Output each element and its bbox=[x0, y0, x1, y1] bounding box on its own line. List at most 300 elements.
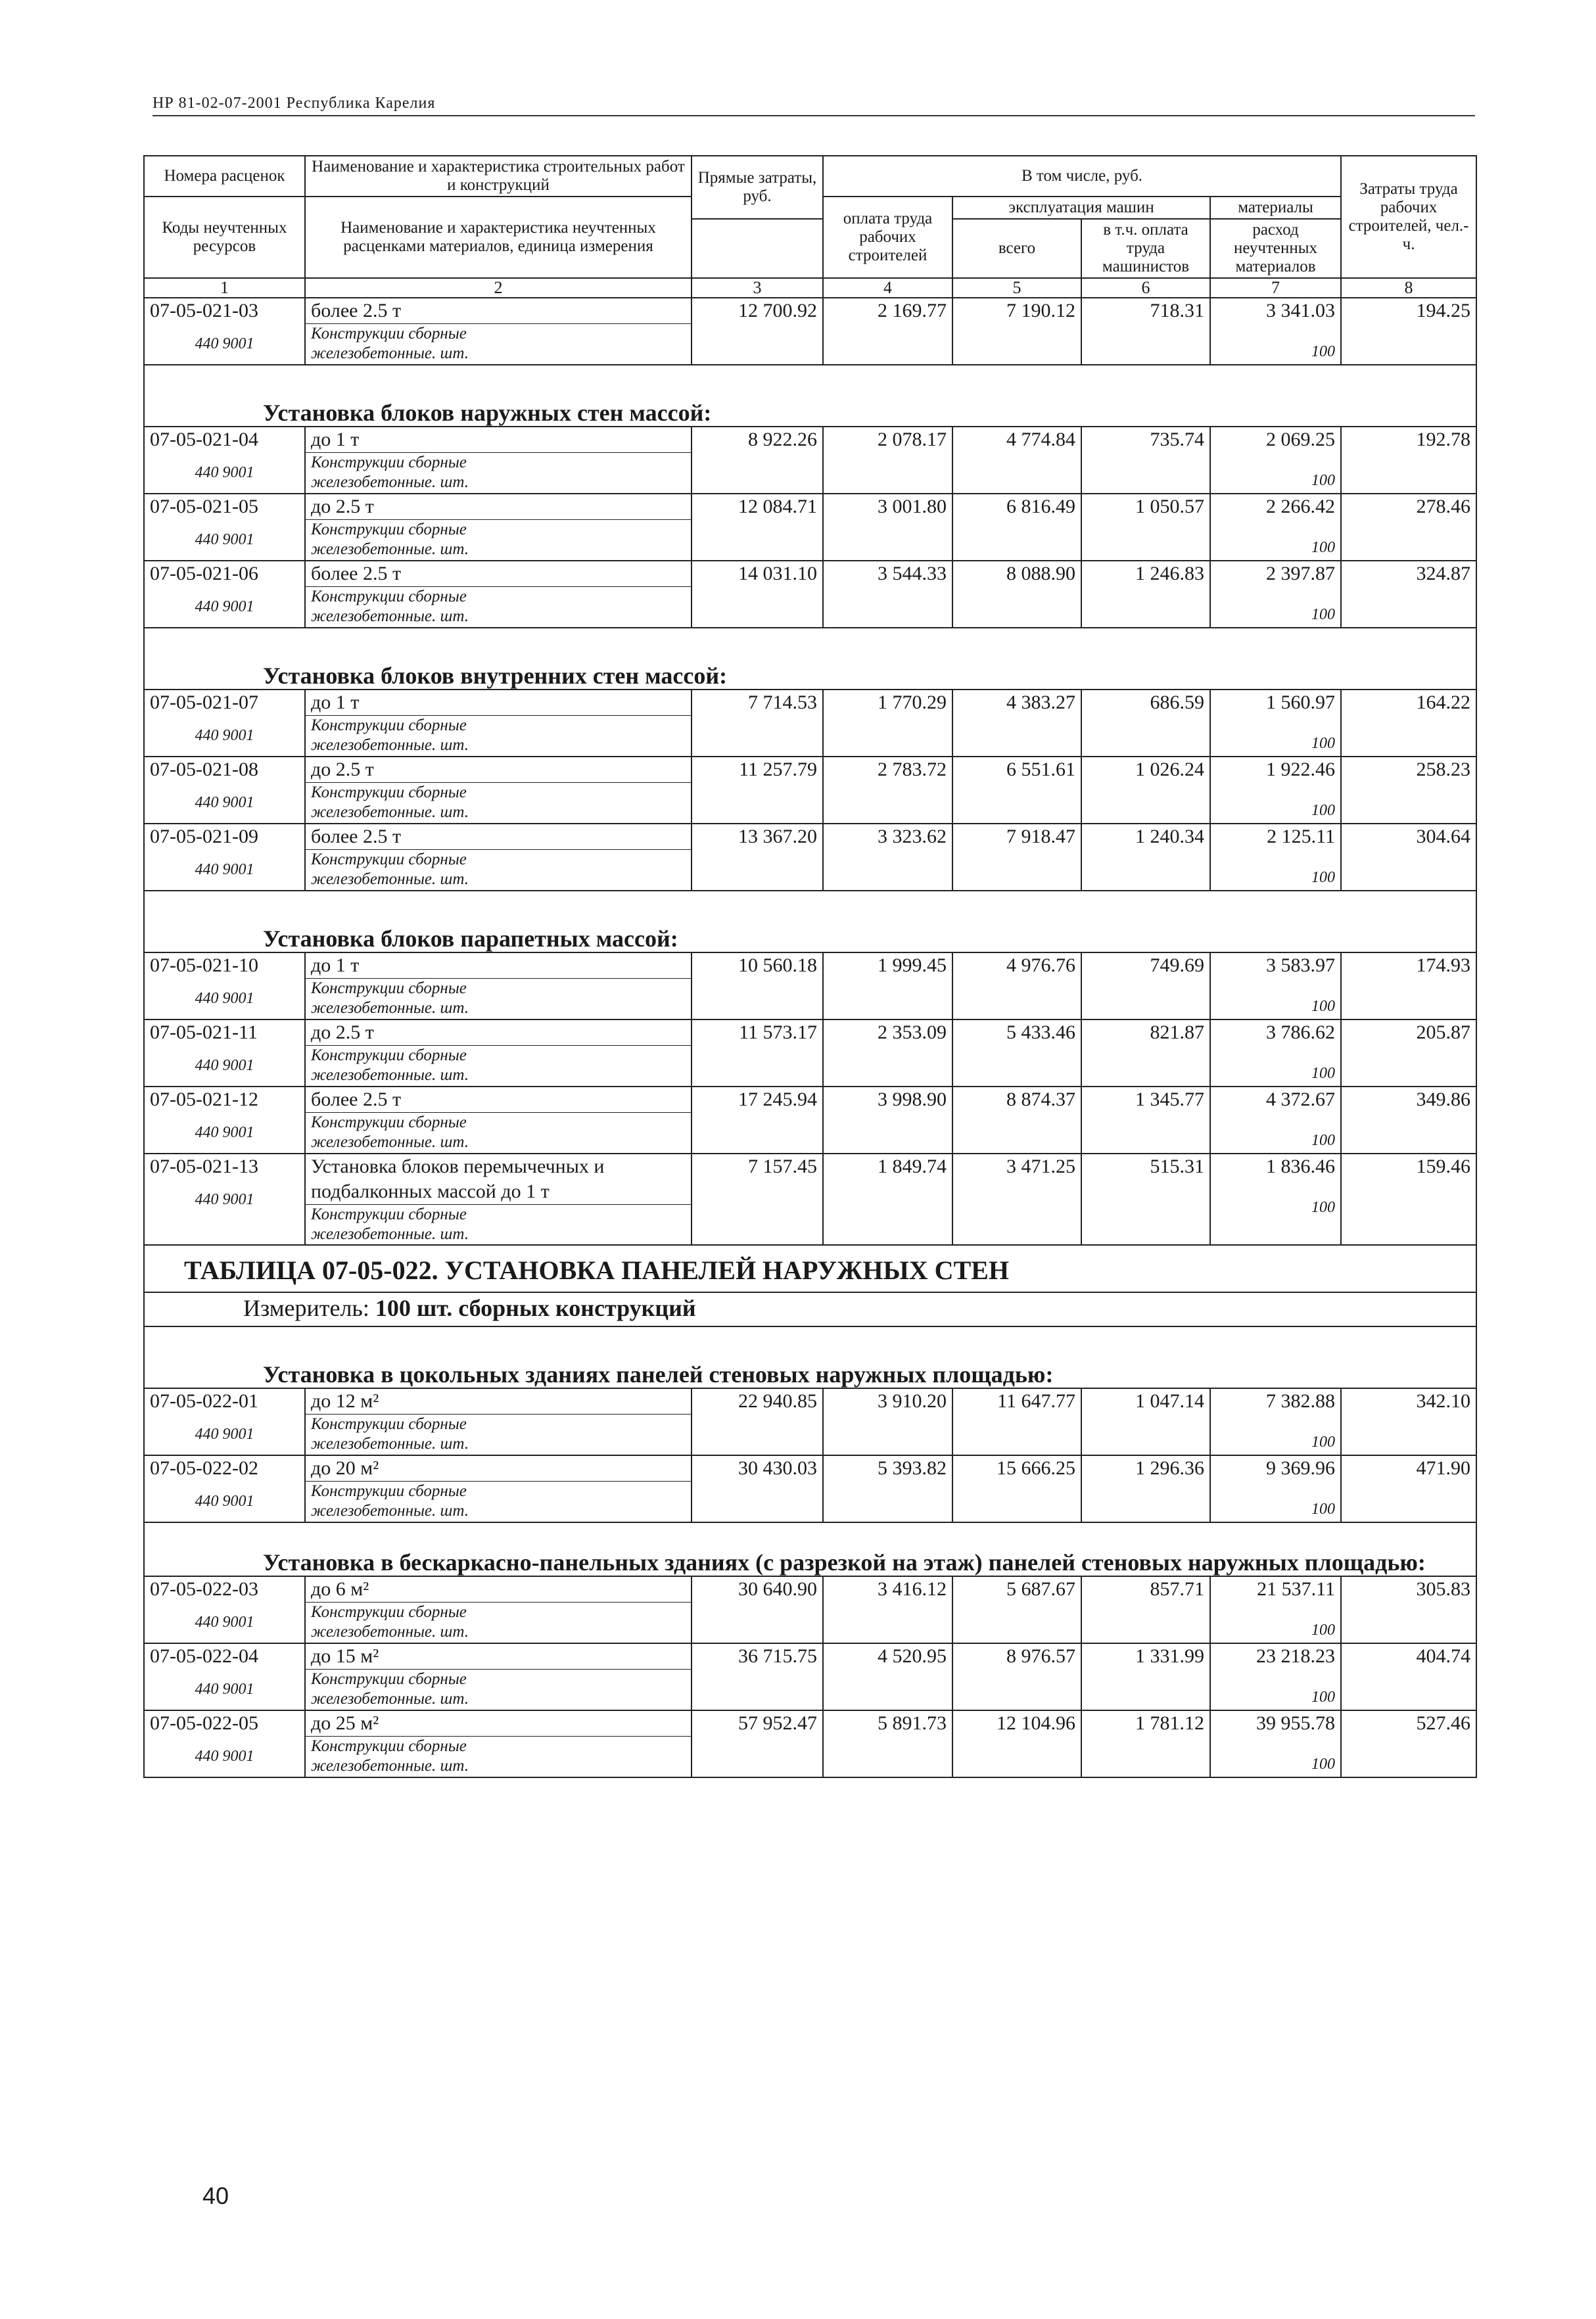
rate-row bbox=[144, 1710, 1476, 1777]
value: 4 520.95 bbox=[878, 1645, 947, 1667]
value: 174.93 bbox=[1416, 954, 1471, 976]
material-name: Конструкции сборные bbox=[306, 782, 691, 803]
value-cell bbox=[692, 298, 823, 365]
column-number: 2 bbox=[305, 278, 692, 298]
value: 17 245.94 bbox=[738, 1089, 817, 1110]
value-cell bbox=[823, 1576, 952, 1643]
value-cell bbox=[1081, 1710, 1210, 1777]
rate-code: 07-05-021-08 bbox=[150, 759, 258, 780]
value: 1 836.46 bbox=[1266, 1156, 1336, 1177]
section-header-row bbox=[144, 891, 1476, 952]
value: 11 257.79 bbox=[739, 759, 817, 780]
material-quantity: 100 bbox=[1311, 998, 1336, 1015]
value-cell bbox=[1081, 494, 1210, 561]
material-name: Конструкции сборные bbox=[306, 1204, 691, 1225]
material-name: железобетонные. шт. bbox=[311, 1225, 469, 1243]
work-name-cell bbox=[305, 952, 692, 1019]
value: 12 700.92 bbox=[738, 300, 817, 321]
rate-code-cell bbox=[144, 757, 305, 824]
value: 324.87 bbox=[1416, 563, 1471, 584]
value-cell bbox=[1210, 952, 1341, 1019]
rate-row bbox=[144, 1019, 1476, 1087]
value-cell bbox=[952, 1455, 1081, 1522]
value: 1 922.46 bbox=[1266, 759, 1336, 780]
table-title: ТАБЛИЦА 07-05-022. УСТАНОВКА ПАНЕЛЕЙ НАРУЖНЫХ СТЕН bbox=[144, 1245, 1476, 1292]
column-number: 8 bbox=[1341, 278, 1476, 298]
value-cell bbox=[952, 561, 1081, 628]
value-cell bbox=[1210, 757, 1341, 824]
value-cell bbox=[952, 494, 1081, 561]
value-cell bbox=[1210, 1154, 1341, 1245]
value-cell bbox=[1341, 1643, 1476, 1710]
rate-code: 07-05-022-04 bbox=[150, 1645, 258, 1667]
work-name-cell bbox=[305, 298, 692, 365]
material-name: железобетонные. шт. bbox=[311, 1623, 469, 1641]
rate-code: 07-05-021-07 bbox=[150, 691, 258, 713]
work-name: до 1 т bbox=[311, 429, 360, 450]
rate-row bbox=[144, 1643, 1476, 1710]
value: 7 918.47 bbox=[1006, 826, 1075, 847]
value: 12 104.96 bbox=[997, 1712, 1075, 1734]
material-quantity: 100 bbox=[1311, 539, 1336, 556]
value-cell bbox=[1210, 1455, 1341, 1522]
value-cell bbox=[692, 1710, 823, 1777]
value-cell bbox=[823, 427, 952, 494]
work-name-cell bbox=[305, 1710, 692, 1777]
rate-code: 07-05-021-11 bbox=[150, 1021, 258, 1043]
value-cell bbox=[823, 1643, 952, 1710]
value-cell bbox=[952, 757, 1081, 824]
work-name: до 2.5 т bbox=[311, 1021, 374, 1043]
work-name-cell bbox=[305, 1087, 692, 1154]
value-cell bbox=[1081, 690, 1210, 757]
rate-code-cell bbox=[144, 494, 305, 561]
material-name: Конструкции сборные bbox=[306, 323, 691, 344]
col-header-machinist-pay: в т.ч. оплата труда машинистов bbox=[1081, 219, 1210, 278]
value: 857.71 bbox=[1150, 1578, 1204, 1600]
col-header-machines: эксплуатация машин bbox=[952, 197, 1210, 219]
rate-row bbox=[144, 757, 1476, 824]
resource-code: 440 9001 bbox=[195, 335, 254, 352]
value: 2 069.25 bbox=[1266, 429, 1336, 450]
value: 7 382.88 bbox=[1266, 1390, 1336, 1412]
value-cell bbox=[1341, 690, 1476, 757]
rate-code: 07-05-021-12 bbox=[150, 1089, 258, 1110]
work-name-cell bbox=[305, 690, 692, 757]
rate-row bbox=[144, 1576, 1476, 1643]
value: 305.83 bbox=[1416, 1578, 1471, 1600]
value: 1 296.36 bbox=[1135, 1457, 1204, 1479]
work-name: до 1 т bbox=[311, 691, 360, 713]
value: 7 157.45 bbox=[748, 1156, 817, 1177]
material-quantity: 100 bbox=[1311, 1434, 1336, 1451]
rate-code-cell bbox=[144, 561, 305, 628]
value-cell bbox=[1081, 1154, 1210, 1245]
rate-code: 07-05-021-04 bbox=[150, 429, 258, 450]
value: 3 786.62 bbox=[1266, 1021, 1336, 1043]
rate-row bbox=[144, 1087, 1476, 1154]
rates-table bbox=[143, 155, 1477, 1778]
section-title: Установка блоков парапетных массой: bbox=[144, 891, 1476, 952]
value: 36 715.75 bbox=[738, 1645, 817, 1667]
work-name-cell bbox=[305, 1154, 692, 1245]
resource-code: 440 9001 bbox=[195, 727, 254, 744]
value-cell bbox=[692, 952, 823, 1019]
value: 1 240.34 bbox=[1135, 826, 1204, 847]
value: 1 560.97 bbox=[1266, 691, 1336, 713]
value: 718.31 bbox=[1150, 300, 1204, 321]
work-name: более 2.5 т bbox=[311, 563, 402, 584]
value: 5 433.46 bbox=[1006, 1021, 1075, 1043]
rate-row bbox=[144, 494, 1476, 561]
value: 30 640.90 bbox=[738, 1578, 817, 1600]
value: 2 125.11 bbox=[1267, 826, 1336, 847]
value-cell bbox=[1341, 561, 1476, 628]
measure-prefix: Измеритель: bbox=[243, 1295, 369, 1321]
work-name-cell bbox=[305, 757, 692, 824]
work-name: до 12 м² bbox=[311, 1390, 379, 1412]
col-header-materials: материалы bbox=[1210, 197, 1341, 219]
section-title: Установка блоков наружных стен массой: bbox=[144, 365, 1476, 427]
value: 686.59 bbox=[1150, 691, 1204, 713]
column-number: 6 bbox=[1081, 278, 1210, 298]
value-cell bbox=[1210, 494, 1341, 561]
rate-code-cell bbox=[144, 298, 305, 365]
value: 8 874.37 bbox=[1006, 1089, 1075, 1110]
material-quantity: 100 bbox=[1311, 1132, 1336, 1149]
value-cell bbox=[692, 1455, 823, 1522]
value-cell bbox=[1341, 1019, 1476, 1087]
value-cell bbox=[823, 494, 952, 561]
value-cell bbox=[1341, 1154, 1476, 1245]
rate-row bbox=[144, 1455, 1476, 1522]
value: 749.69 bbox=[1150, 954, 1204, 976]
resource-code: 440 9001 bbox=[195, 1748, 254, 1765]
measure-value: 100 шт. сборных конструкций bbox=[375, 1295, 696, 1321]
value-cell bbox=[1081, 298, 1210, 365]
material-quantity: 100 bbox=[1311, 1756, 1336, 1773]
value-cell bbox=[1210, 1087, 1341, 1154]
col-header-material-consumption: расход неучтенных материалов bbox=[1210, 219, 1341, 278]
work-name: более 2.5 т bbox=[311, 826, 402, 847]
material-name: железобетонные. шт. bbox=[311, 1502, 469, 1520]
resource-code: 440 9001 bbox=[195, 794, 254, 811]
material-name: железобетонные. шт. bbox=[311, 1435, 469, 1453]
value-cell bbox=[692, 757, 823, 824]
value: 5 891.73 bbox=[878, 1712, 947, 1734]
value: 2 078.17 bbox=[878, 429, 947, 450]
value: 21 537.11 bbox=[1257, 1578, 1336, 1600]
value-cell bbox=[692, 690, 823, 757]
value-cell bbox=[1341, 1576, 1476, 1643]
material-name: Конструкции сборные bbox=[306, 715, 691, 736]
value-cell bbox=[1341, 427, 1476, 494]
value-cell bbox=[1210, 427, 1341, 494]
work-name-cell bbox=[305, 1643, 692, 1710]
value: 1 047.14 bbox=[1135, 1390, 1204, 1412]
resource-code: 440 9001 bbox=[195, 1614, 254, 1631]
value-cell bbox=[1081, 824, 1210, 891]
rate-row bbox=[144, 1388, 1476, 1455]
value-cell bbox=[952, 1710, 1081, 1777]
value-cell bbox=[692, 1643, 823, 1710]
value: 4 976.76 bbox=[1006, 954, 1075, 976]
rate-row bbox=[144, 690, 1476, 757]
value-cell bbox=[1341, 1087, 1476, 1154]
rate-code-cell bbox=[144, 1710, 305, 1777]
col-header-labor-costs: Затраты труда рабочих строителей, чел.-ч. bbox=[1341, 156, 1476, 278]
value-cell bbox=[1341, 824, 1476, 891]
value: 5 393.82 bbox=[878, 1457, 947, 1479]
rate-code-cell bbox=[144, 952, 305, 1019]
material-name: Конструкции сборные bbox=[306, 1414, 691, 1434]
value-cell bbox=[1341, 952, 1476, 1019]
work-name-cell bbox=[305, 1388, 692, 1455]
value: 3 416.12 bbox=[878, 1578, 947, 1600]
rate-code: 07-05-021-09 bbox=[150, 826, 258, 847]
value: 3 001.80 bbox=[878, 496, 947, 517]
value-cell bbox=[1210, 561, 1341, 628]
value: 2 397.87 bbox=[1266, 563, 1336, 584]
work-name: более 2.5 т bbox=[311, 300, 402, 321]
resource-code: 440 9001 bbox=[195, 1124, 254, 1141]
col-header-including: В том числе, руб. bbox=[823, 156, 1341, 197]
value-cell bbox=[1081, 1576, 1210, 1643]
work-name-cell bbox=[305, 427, 692, 494]
value-cell bbox=[1081, 1388, 1210, 1455]
rate-code: 07-05-021-05 bbox=[150, 496, 258, 517]
material-quantity: 100 bbox=[1311, 735, 1336, 752]
work-name: до 6 м² bbox=[311, 1578, 369, 1600]
value-cell bbox=[823, 952, 952, 1019]
value: 1 999.45 bbox=[878, 954, 947, 976]
value-cell bbox=[692, 561, 823, 628]
value: 7 714.53 bbox=[748, 691, 817, 713]
value: 194.25 bbox=[1416, 300, 1471, 321]
value: 57 952.47 bbox=[738, 1712, 817, 1734]
value-cell bbox=[823, 690, 952, 757]
rate-code: 07-05-022-03 bbox=[150, 1578, 258, 1600]
material-name: железобетонные. шт. bbox=[311, 473, 469, 491]
value-cell bbox=[823, 757, 952, 824]
value-cell bbox=[1081, 1019, 1210, 1087]
value-cell bbox=[1210, 1710, 1341, 1777]
value-cell bbox=[692, 824, 823, 891]
rate-row bbox=[144, 952, 1476, 1019]
work-name: Установка блоков перемычечных и подбалконных массой до 1 т bbox=[311, 1156, 605, 1202]
section-header-row bbox=[144, 1522, 1476, 1576]
value-cell bbox=[952, 427, 1081, 494]
value: 11 573.17 bbox=[739, 1021, 817, 1043]
col-header-material-name: Наименование и характеристика неучтенных расценками материалов, единица измерения bbox=[305, 197, 692, 278]
value-cell bbox=[823, 1455, 952, 1522]
value: 342.10 bbox=[1416, 1390, 1471, 1412]
value: 3 583.97 bbox=[1266, 954, 1336, 976]
section-title: Установка в бескаркасно-панельных зданиях (с разрезкой на этаж) панелей стеновых наружных площадью: bbox=[144, 1522, 1476, 1576]
value: 11 647.77 bbox=[997, 1390, 1075, 1412]
value: 192.78 bbox=[1416, 429, 1471, 450]
rate-code: 07-05-022-05 bbox=[150, 1712, 258, 1734]
rate-code-cell bbox=[144, 824, 305, 891]
rate-code-cell bbox=[144, 1019, 305, 1087]
page-number: 40 bbox=[202, 2182, 229, 2209]
value-cell bbox=[823, 824, 952, 891]
resource-code: 440 9001 bbox=[195, 1681, 254, 1698]
material-name: Конструкции сборные bbox=[306, 1669, 691, 1689]
resource-code: 440 9001 bbox=[195, 598, 254, 615]
value: 258.23 bbox=[1416, 759, 1471, 780]
section-header-row bbox=[144, 1326, 1476, 1388]
measure-unit bbox=[144, 1292, 1476, 1326]
material-quantity: 100 bbox=[1311, 1199, 1336, 1216]
section-header-row bbox=[144, 628, 1476, 690]
value-cell bbox=[952, 1154, 1081, 1245]
value-cell bbox=[1341, 1455, 1476, 1522]
material-name: Конструкции сборные bbox=[306, 1045, 691, 1066]
value: 304.64 bbox=[1416, 826, 1471, 847]
col-header-rate-numbers: Номера расценок bbox=[144, 156, 305, 197]
rate-code-cell bbox=[144, 1576, 305, 1643]
value: 3 323.62 bbox=[878, 826, 947, 847]
value-cell bbox=[1210, 1576, 1341, 1643]
value-cell bbox=[692, 1019, 823, 1087]
value: 8 976.57 bbox=[1006, 1645, 1075, 1667]
value-cell bbox=[1210, 1019, 1341, 1087]
rate-code-cell bbox=[144, 1455, 305, 1522]
work-name: до 2.5 т bbox=[311, 496, 374, 517]
value: 3 910.20 bbox=[878, 1390, 947, 1412]
material-name: Конструкции сборные bbox=[306, 1736, 691, 1756]
rate-code-cell bbox=[144, 1643, 305, 1710]
value-cell bbox=[952, 824, 1081, 891]
rate-code: 07-05-021-10 bbox=[150, 954, 258, 976]
value-cell bbox=[952, 952, 1081, 1019]
value: 13 367.20 bbox=[738, 826, 817, 847]
value-cell bbox=[1341, 1710, 1476, 1777]
work-name-cell bbox=[305, 1576, 692, 1643]
value: 159.46 bbox=[1416, 1156, 1471, 1177]
rate-code-cell bbox=[144, 690, 305, 757]
value: 22 940.85 bbox=[738, 1390, 817, 1412]
rate-row bbox=[144, 561, 1476, 628]
material-name: Конструкции сборные bbox=[306, 1481, 691, 1501]
value-cell bbox=[1210, 690, 1341, 757]
column-number: 3 bbox=[692, 278, 823, 298]
value-cell bbox=[692, 1388, 823, 1455]
value-cell bbox=[1081, 427, 1210, 494]
value-cell bbox=[823, 1087, 952, 1154]
column-number-row bbox=[144, 278, 1476, 298]
rate-row bbox=[144, 824, 1476, 891]
work-name: до 2.5 т bbox=[311, 759, 374, 780]
material-name: Конструкции сборные bbox=[306, 978, 691, 998]
resource-code: 440 9001 bbox=[195, 990, 254, 1007]
rate-code: 07-05-021-06 bbox=[150, 563, 258, 584]
value: 30 430.03 bbox=[738, 1457, 817, 1479]
section-title: Установка блоков внутренних стен массой: bbox=[144, 628, 1476, 690]
material-name: железобетонные. шт. bbox=[311, 1066, 469, 1084]
value-cell bbox=[1341, 757, 1476, 824]
value: 278.46 bbox=[1416, 496, 1471, 517]
material-name: Конструкции сборные bbox=[306, 519, 691, 540]
material-name: железобетонные. шт. bbox=[311, 540, 469, 558]
rate-code: 07-05-022-02 bbox=[150, 1457, 258, 1479]
column-number: 7 bbox=[1210, 278, 1341, 298]
value: 2 169.77 bbox=[878, 300, 947, 321]
value-cell bbox=[1210, 298, 1341, 365]
value-cell bbox=[1081, 757, 1210, 824]
column-number: 1 bbox=[144, 278, 305, 298]
value-cell bbox=[1081, 561, 1210, 628]
value: 821.87 bbox=[1150, 1021, 1204, 1043]
work-name-cell bbox=[305, 824, 692, 891]
rate-row bbox=[144, 1154, 1476, 1245]
value: 471.90 bbox=[1416, 1457, 1471, 1479]
material-name: железобетонные. шт. bbox=[311, 1757, 469, 1775]
value: 10 560.18 bbox=[738, 954, 817, 976]
value-cell bbox=[1081, 952, 1210, 1019]
value-cell bbox=[823, 561, 952, 628]
material-quantity: 100 bbox=[1311, 1689, 1336, 1706]
value: 527.46 bbox=[1416, 1712, 1471, 1734]
rate-code-cell bbox=[144, 427, 305, 494]
value: 8 088.90 bbox=[1006, 563, 1075, 584]
resource-code: 440 9001 bbox=[195, 861, 254, 878]
value-cell bbox=[1081, 1087, 1210, 1154]
rate-code: 07-05-021-13 bbox=[150, 1156, 258, 1177]
material-name: железобетонные. шт. bbox=[311, 736, 469, 754]
resource-code: 440 9001 bbox=[195, 1057, 254, 1074]
value: 164.22 bbox=[1416, 691, 1471, 713]
value-cell bbox=[1341, 494, 1476, 561]
value: 1 345.77 bbox=[1135, 1089, 1204, 1110]
section-header-row bbox=[144, 365, 1476, 427]
work-name: до 25 м² bbox=[311, 1712, 379, 1734]
value-cell bbox=[823, 298, 952, 365]
value-cell bbox=[692, 1087, 823, 1154]
material-name: железобетонные. шт. bbox=[311, 607, 469, 625]
value-cell bbox=[692, 1154, 823, 1245]
value: 2 353.09 bbox=[878, 1021, 947, 1043]
measure-row bbox=[144, 1292, 1476, 1326]
value: 2 266.42 bbox=[1266, 496, 1336, 517]
value: 404.74 bbox=[1416, 1645, 1471, 1667]
material-quantity: 100 bbox=[1311, 1622, 1336, 1639]
value-cell bbox=[952, 1576, 1081, 1643]
value-cell bbox=[1341, 298, 1476, 365]
value: 15 666.25 bbox=[997, 1457, 1075, 1479]
value: 1 331.99 bbox=[1135, 1645, 1204, 1667]
value-cell bbox=[1081, 1643, 1210, 1710]
value: 4 383.27 bbox=[1006, 691, 1075, 713]
section-title: Установка в цокольных зданиях панелей стеновых наружных площадью: bbox=[144, 1326, 1476, 1388]
material-quantity: 100 bbox=[1311, 802, 1336, 819]
column-number: 4 bbox=[823, 278, 952, 298]
value: 735.74 bbox=[1150, 429, 1204, 450]
table-title-row bbox=[144, 1245, 1476, 1292]
value: 8 922.26 bbox=[748, 429, 817, 450]
material-quantity: 100 bbox=[1311, 1501, 1336, 1518]
col-header-work-name: Наименование и характеристика строительных работ и конструкций bbox=[305, 156, 692, 197]
rate-code: 07-05-021-03 bbox=[150, 300, 258, 321]
value-cell bbox=[1210, 1388, 1341, 1455]
value: 7 190.12 bbox=[1006, 300, 1075, 321]
value-cell bbox=[1210, 824, 1341, 891]
value: 39 955.78 bbox=[1256, 1712, 1336, 1734]
material-name: железобетонные. шт. bbox=[311, 999, 469, 1017]
work-name: до 1 т bbox=[311, 954, 360, 976]
material-quantity: 100 bbox=[1311, 472, 1336, 489]
